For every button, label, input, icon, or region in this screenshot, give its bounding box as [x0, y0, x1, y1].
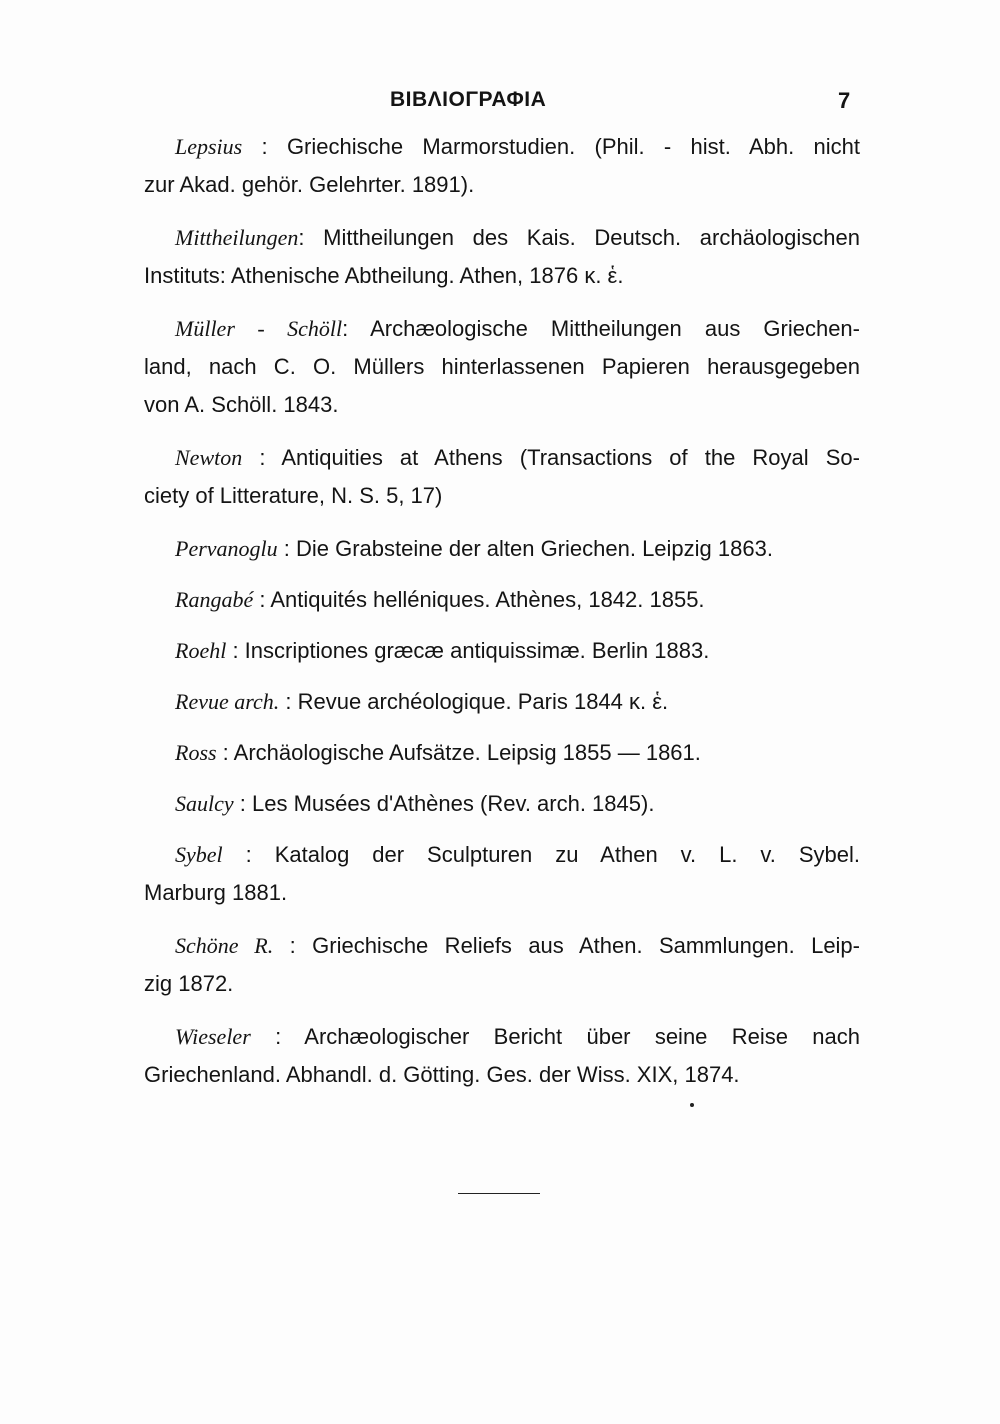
entry-text: : Les Musées d'Athènes (Rev. arch. 1845). — [233, 791, 655, 816]
entry-author: Roehl — [175, 638, 227, 663]
entry-text: : Griechische Reliefs aus Athen. Sammlungen. Leip- — [273, 933, 860, 958]
entry-line: Instituts: Athenische Abtheilung. Athen, 1876 κ. ἑ. — [144, 263, 624, 288]
page-number: 7 — [838, 88, 851, 113]
bibliography-list — [144, 128, 860, 1109]
entry-text: : Archäologische Aufsätze. Leipsig 1855 — 1861. — [216, 740, 701, 765]
bibliography-entry-mittheilungen — [144, 219, 860, 295]
bibliography-entry-ross — [144, 734, 860, 772]
entry-text: : Inscriptiones græcæ antiquissimæ. Berlin 1883. — [226, 638, 710, 663]
entry-text: : Revue archéologique. Paris 1844 κ. ἑ. — [279, 689, 669, 714]
bibliography-entry-mueller-schoell — [144, 310, 860, 424]
entry-author: Sybel — [175, 842, 223, 867]
bibliography-entry-revue-arch — [144, 683, 860, 721]
entry-author: Mittheilungen — [175, 225, 299, 250]
entry-line — [144, 581, 860, 619]
entry-line: von A. Schöll. 1843. — [144, 392, 339, 417]
entry-line — [144, 1018, 860, 1056]
entry-line — [144, 632, 860, 670]
page-header — [0, 88, 1000, 118]
entry-line — [144, 310, 860, 348]
entry-line: Marburg 1881. — [144, 880, 288, 905]
entry-text: : Archæologischer Bericht über seine Reise nach — [250, 1024, 860, 1049]
bibliography-entry-newton — [144, 439, 860, 515]
section-end-rule — [458, 1193, 540, 1194]
entry-text: : Antiquities at Athens (Transactions of the Royal So- — [242, 445, 860, 470]
entry-text: : Archæologische Mittheilungen aus Griechen- — [342, 316, 860, 341]
entry-line: ciety of Litterature, N. S. 5, 17) — [144, 483, 443, 508]
bibliography-entry-saulcy — [144, 785, 860, 823]
entry-line — [144, 530, 860, 568]
entry-line — [144, 439, 860, 477]
bibliography-entry-rangabe — [144, 581, 860, 619]
bibliography-entry-pervanoglu — [144, 530, 860, 568]
entry-author: Schöne R. — [175, 933, 274, 958]
ink-dot — [690, 1103, 694, 1107]
bibliography-entry-sybel — [144, 836, 860, 912]
entry-line — [144, 219, 860, 257]
entry-line — [144, 927, 860, 965]
entry-line: land, nach C. O. Müllers hinterlassenen Papieren herausgegeben — [144, 354, 860, 379]
entry-author: Wieseler — [175, 1024, 251, 1049]
running-title: ΒΙΒΛΙΟΓΡΑΦΙΑ — [390, 88, 547, 111]
entry-line — [144, 128, 860, 166]
entry-author: Ross — [175, 740, 217, 765]
bibliography-entry-roehl — [144, 632, 860, 670]
entry-text: : Mittheilungen des Kais. Deutsch. archäologischen — [298, 225, 860, 250]
entry-text: : Griechische Marmorstudien. (Phil. - hist. Abh. nicht — [242, 134, 860, 159]
entry-author: Revue arch. — [175, 689, 280, 714]
bibliography-entry-wieseler — [144, 1018, 860, 1094]
bibliography-entry-lepsius — [144, 128, 860, 204]
entry-text: : Katalog der Sculpturen zu Athen v. L. v. Sybel. — [222, 842, 860, 867]
entry-author: Rangabé — [175, 587, 254, 612]
entry-line — [144, 683, 860, 721]
entry-author: Lepsius — [175, 134, 243, 159]
entry-author: Pervanoglu — [175, 536, 278, 561]
entry-line: zig 1872. — [144, 971, 234, 996]
entry-author: Newton — [175, 445, 243, 470]
entry-line — [144, 785, 860, 823]
entry-line: zur Akad. gehör. Gelehrter. 1891). — [144, 172, 475, 197]
bibliography-entry-schoene — [144, 927, 860, 1003]
entry-line — [144, 734, 860, 772]
entry-line — [144, 836, 860, 874]
entry-text: : Die Grabsteine der alten Griechen. Leipzig 1863. — [277, 536, 773, 561]
entry-text: : Antiquités helléniques. Athènes, 1842. 1855. — [253, 587, 705, 612]
entry-author: Müller - Schöll — [175, 316, 343, 341]
entry-line: Griechenland. Abhandl. d. Götting. Ges. der Wiss. XIX, 1874. — [144, 1062, 740, 1087]
entry-author: Saulcy — [175, 791, 234, 816]
